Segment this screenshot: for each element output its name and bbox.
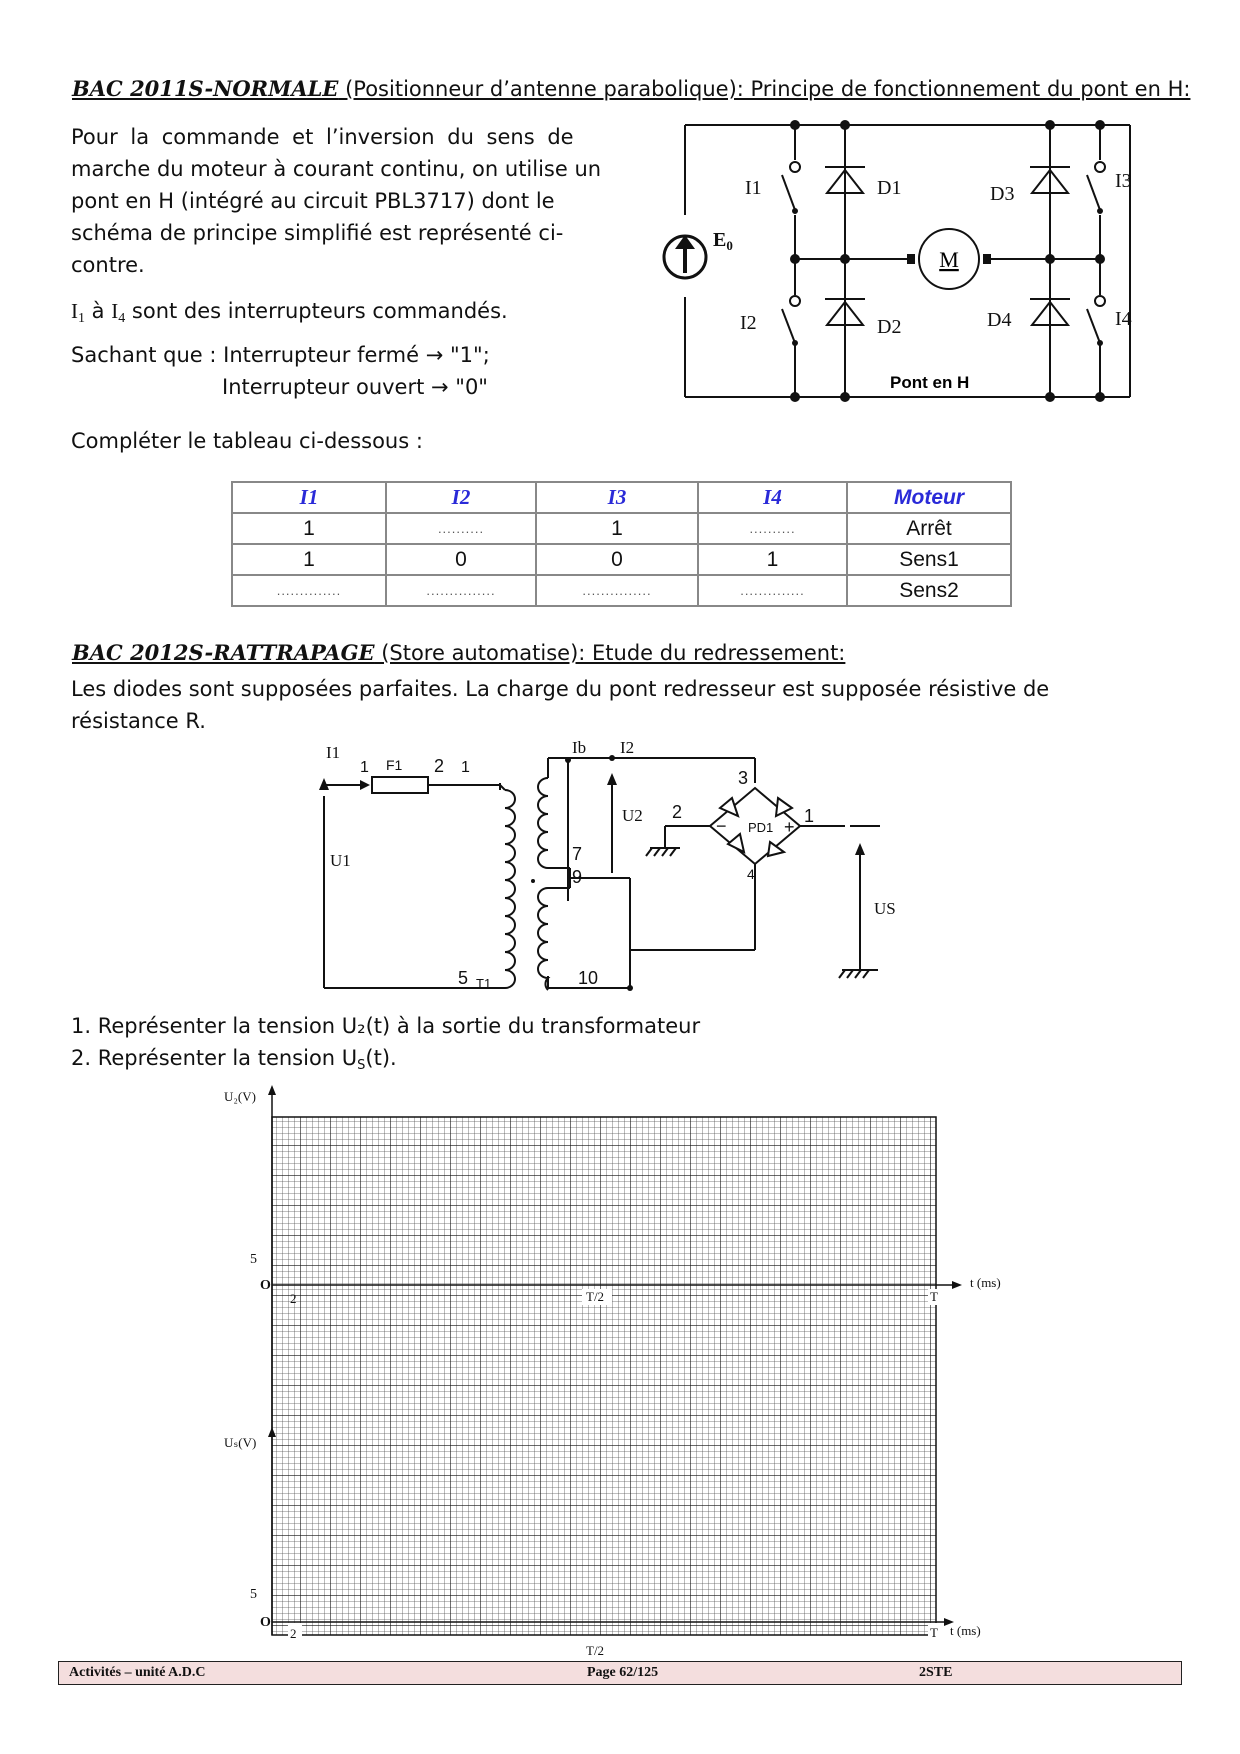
table-header-row xyxy=(232,482,1011,513)
label-u2: U2 xyxy=(622,806,643,825)
label-i2: I2 xyxy=(620,738,635,757)
footer-page-number: Page 62/125 xyxy=(587,1665,659,1680)
table-cell: Arrêt xyxy=(847,513,1011,544)
truth-table xyxy=(231,481,1012,607)
switch-label-i2: I2 xyxy=(740,312,757,334)
intro-line: résistance R. xyxy=(71,709,206,733)
bridge-minus: − xyxy=(716,816,727,836)
node-2: 2 xyxy=(434,756,445,776)
question-2-end: (t). xyxy=(365,1046,397,1070)
table-cell: Sens1 xyxy=(847,544,1011,575)
table-row xyxy=(232,575,1011,606)
node-2b: 2 xyxy=(672,802,683,822)
node-5: 5 xyxy=(458,968,469,988)
intro-line: pont en H (intégré au circuit PBL3717) dont le xyxy=(71,189,555,213)
question-2-text: 2. Représenter la tension U xyxy=(71,1046,358,1070)
table-cell: 0 xyxy=(386,544,536,575)
diode-label-d3: D3 xyxy=(990,183,1015,205)
table-cell-blank[interactable]: .......... xyxy=(386,513,536,544)
top-origin: O xyxy=(260,1278,271,1293)
table-cell: Sens2 xyxy=(847,575,1011,606)
node-9: 9 xyxy=(572,867,583,887)
section2-heading-title: (Store automatise): Etude du redressement: xyxy=(374,641,846,665)
bottom-origin: O xyxy=(260,1615,271,1630)
table-header-cell: I3 xyxy=(536,482,698,513)
switch-label-i1: I1 xyxy=(745,177,762,199)
top-y-axis-label: U₂(V) xyxy=(224,1089,256,1104)
top-tick-half: T/2 xyxy=(586,1289,605,1304)
intro-line: Pour la commande et l’inversion du sens de xyxy=(71,125,574,149)
table-cell: 1 xyxy=(232,513,386,544)
question-2: 2. Représenter la tension $U_S(t)$. xyxy=(71,1046,397,1073)
bottom-tick-5: 5 xyxy=(250,1587,257,1602)
table-cell: 1 xyxy=(698,544,847,575)
open-text: Interrupteur ouvert → "0" xyxy=(222,375,488,399)
section2-intro xyxy=(71,673,1191,737)
bottom-y-axis-label: Uₛ(V) xyxy=(224,1435,257,1450)
table-header-cell: I2 xyxy=(386,482,536,513)
intro-line: schéma de principe simplifié est représenté ci- xyxy=(71,221,564,245)
top-tick-full: T xyxy=(930,1289,938,1304)
closed-text: Interrupteur fermé → "1"; xyxy=(223,343,490,367)
table-cell-blank[interactable]: ............... xyxy=(386,575,536,606)
rectifier-diagram xyxy=(300,738,980,1006)
top-tick-2: 2 xyxy=(290,1291,297,1306)
bottom-tick-2: 2 xyxy=(290,1626,297,1641)
label-f1: F1 xyxy=(386,757,403,773)
diode-label-d4: D4 xyxy=(987,309,1012,331)
footer-right: 2STE xyxy=(919,1665,953,1680)
intro-line: Les diodes sont supposées parfaites. La charge du pont redresseur est supposée résistive de xyxy=(71,677,1050,701)
diode-label-d2: D2 xyxy=(877,316,902,338)
section2-bac-label: BAC 2012S-RATTRAPAGE xyxy=(72,640,375,665)
intro-line: marche du moteur à courant continu, on utilise un xyxy=(71,157,602,181)
table-cell-blank[interactable]: ............... xyxy=(536,575,698,606)
section1-heading-title: (Positionneur d’antenne parabolique): Principe de fonctionnement du pont en H: xyxy=(338,77,1191,101)
question-1: 1. Représenter la tension U₂(t) à la sortie du transformateur xyxy=(71,1014,701,1038)
intro-line: contre. xyxy=(71,253,145,277)
section1-bac-label: BAC 2011S-NORMALE xyxy=(72,76,339,101)
bottom-tick-full: T xyxy=(930,1625,938,1640)
section2-heading xyxy=(72,640,845,665)
node-1c: 1 xyxy=(804,806,815,826)
questions xyxy=(71,1010,700,1082)
label-i1: I1 xyxy=(326,743,341,762)
closed-line xyxy=(71,339,490,371)
table-row xyxy=(232,513,1011,544)
top-x-axis-label: t (ms) xyxy=(970,1275,1001,1290)
node-1b: 1 xyxy=(461,759,470,776)
bridge-caption: Pont en H xyxy=(890,373,970,392)
bottom-tick-half: T/2 xyxy=(586,1643,605,1658)
source-sub-label: 0 xyxy=(726,238,733,253)
node-3: 3 xyxy=(738,768,749,788)
bottom-x-axis-label: t (ms) xyxy=(950,1623,981,1638)
knowing-label: Sachant que : xyxy=(71,343,224,367)
table-header-cell: I1 xyxy=(232,482,386,513)
table-header-cell: Moteur xyxy=(847,482,1011,513)
table-header-cell: I4 xyxy=(698,482,847,513)
switches-line: $I_1$ à $I_4$ sont des interrupteurs commandés. xyxy=(71,299,508,326)
table-cell-blank[interactable]: .............. xyxy=(232,575,386,606)
label-pd1: PD1 xyxy=(748,820,774,835)
svg-text:E0 xyxy=(713,229,733,253)
section1-heading xyxy=(72,76,1190,101)
node-7: 7 xyxy=(572,844,583,864)
graph-paper[interactable] xyxy=(210,1085,1030,1660)
node-1: 1 xyxy=(360,759,369,776)
label-ib: Ib xyxy=(572,738,587,757)
footer-left: Activités – unité A.D.C xyxy=(69,1665,206,1680)
complete-instruction: Compléter le tableau ci-dessous : xyxy=(71,429,423,453)
switches-text: sont des interrupteurs commandés. xyxy=(131,299,508,323)
label-t1: T1 xyxy=(476,976,492,991)
table-cell-blank[interactable]: .............. xyxy=(698,575,847,606)
table-cell: 1 xyxy=(536,513,698,544)
source-label: E xyxy=(713,229,727,251)
switch-label-i4: I4 xyxy=(1115,308,1132,330)
h-bridge-diagram xyxy=(655,115,1215,415)
label-us: US xyxy=(874,899,896,918)
switch-label-i3: I3 xyxy=(1115,170,1132,192)
node-4: 4 xyxy=(747,866,755,882)
section1-intro xyxy=(71,121,611,281)
bridge-plus: + xyxy=(784,817,795,837)
table-cell: 0 xyxy=(536,544,698,575)
label-u1: U1 xyxy=(330,851,351,870)
table-cell-blank[interactable]: .......... xyxy=(698,513,847,544)
table-cell: 1 xyxy=(232,544,386,575)
page-footer xyxy=(58,1661,1182,1685)
diode-label-d1: D1 xyxy=(877,177,902,199)
node-10: 10 xyxy=(578,968,599,988)
top-tick-5: 5 xyxy=(250,1252,257,1267)
motor-label: M xyxy=(939,247,959,272)
table-row xyxy=(232,544,1011,575)
